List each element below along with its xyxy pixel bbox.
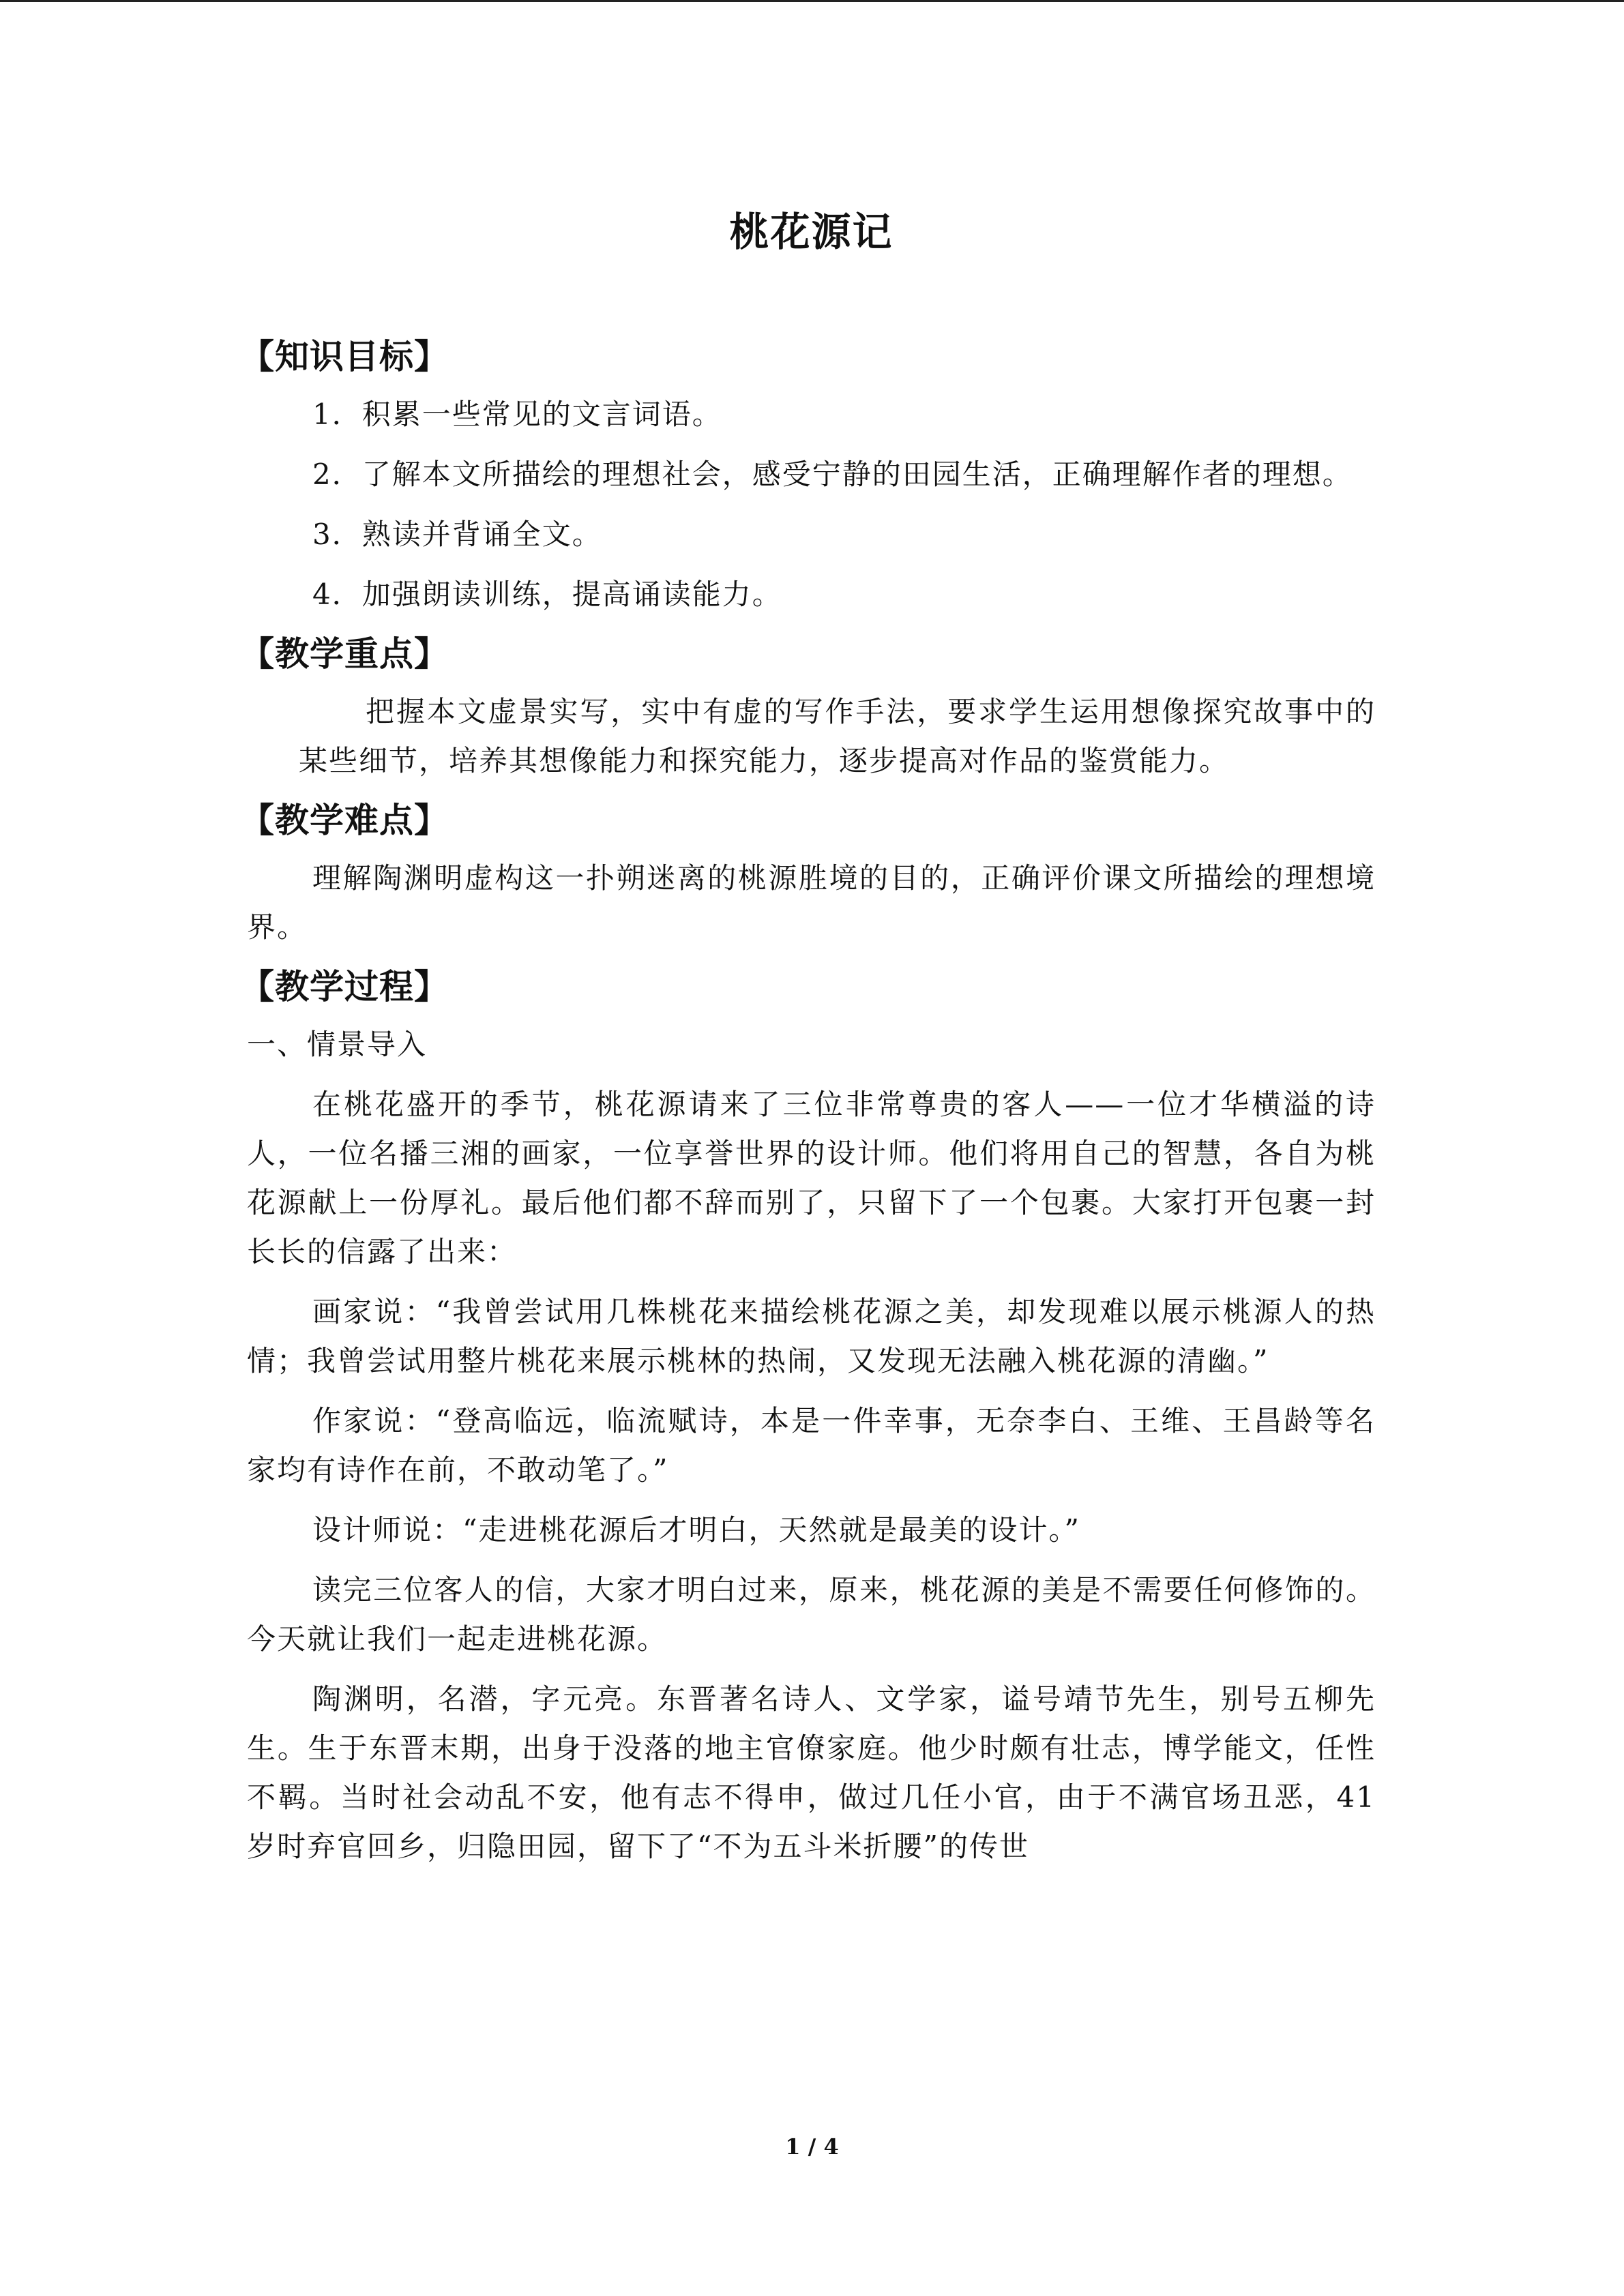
section-heading: 【知识目标】 — [240, 337, 449, 376]
section-heading: 【教学过程】 — [240, 967, 449, 1007]
section-teaching-process — [240, 963, 1376, 1871]
goal-item: 2．了解本文所描绘的理想社会，感受宁静的田园生活，正确理解作者的理想。 — [312, 458, 1353, 491]
page-number: 1 / 4 — [785, 2134, 839, 2160]
goal-item: 3．熟读并背诵全文。 — [312, 518, 602, 551]
process-paragraph: 陶渊明，名潜，字元亮。东晋著名诗人、文学家，谥号靖节先生，别号五柳先生。生于东晋末期，出身于没落的地主官僚家庭。他少时颇有壮志，博学能文，任性不羁。当时社会动乱不安，他有志不得申，做过几任小官，由于不满官场丑恶，41 岁时弃官回乡，归隐田园，留下了“不为五斗米折腰”的传世 — [247, 1682, 1376, 1863]
goal-item: 4．加强朗读训练，提高诵读能力。 — [312, 578, 782, 611]
top-border-line — [0, 0, 1624, 2]
section-heading: 【教学难点】 — [240, 801, 449, 840]
page-content — [240, 205, 1376, 1882]
focus-paragraph: 把握本文虚景实写，实中有虚的写作手法，要求学生运用想像探究故事中的某些细节，培养其想像能力和探究能力，逐步提高对作品的鉴赏能力。 — [299, 695, 1376, 777]
section-heading: 【教学重点】 — [240, 634, 449, 674]
difficulty-paragraph: 理解陶渊明虚构这一扑朔迷离的桃源胜境的目的，正确评价课文所描绘的理想境界。 — [247, 861, 1376, 944]
process-paragraph: 作家说：“登高临远，临流赋诗，本是一件幸事，无奈李白、王维、王昌龄等名家均有诗作在前，不敢动笔了。” — [247, 1404, 1376, 1487]
process-paragraph: 读完三位客人的信，大家才明白过来，原来，桃花源的美是不需要任何修饰的。今天就让我们一起走进桃花源。 — [247, 1573, 1376, 1656]
document-title: 桃花源记 — [729, 209, 894, 255]
section-teaching-focus — [240, 630, 1376, 786]
subsection-title: 一、情景导入 — [247, 1028, 428, 1061]
goal-item: 1．积累一些常见的文言词语。 — [312, 398, 722, 431]
process-paragraph: 设计师说：“走进桃花源后才明白，天然就是最美的设计。” — [312, 1513, 1080, 1547]
process-paragraph: 在桃花盛开的季节，桃花源请来了三位非常尊贵的客人——一位才华横溢的诗人，一位名播三湘的画家，一位享誉世界的设计师。他们将用自己的智慧，各自为桃花源献上一份厚礼。最后他们都不辞而别了，只留下了一个包裹。大家打开包裹一封长长的信露了出来： — [247, 1088, 1376, 1268]
section-teaching-difficulty — [240, 796, 1376, 952]
section-knowledge-goals — [240, 333, 1376, 619]
process-paragraph: 画家说：“我曾尝试用几株桃花来描绘桃花源之美，却发现难以展示桃源人的热情；我曾尝试用整片桃花来展示桃林的热闹，又发现无法融入桃花源的清幽。” — [247, 1295, 1376, 1377]
